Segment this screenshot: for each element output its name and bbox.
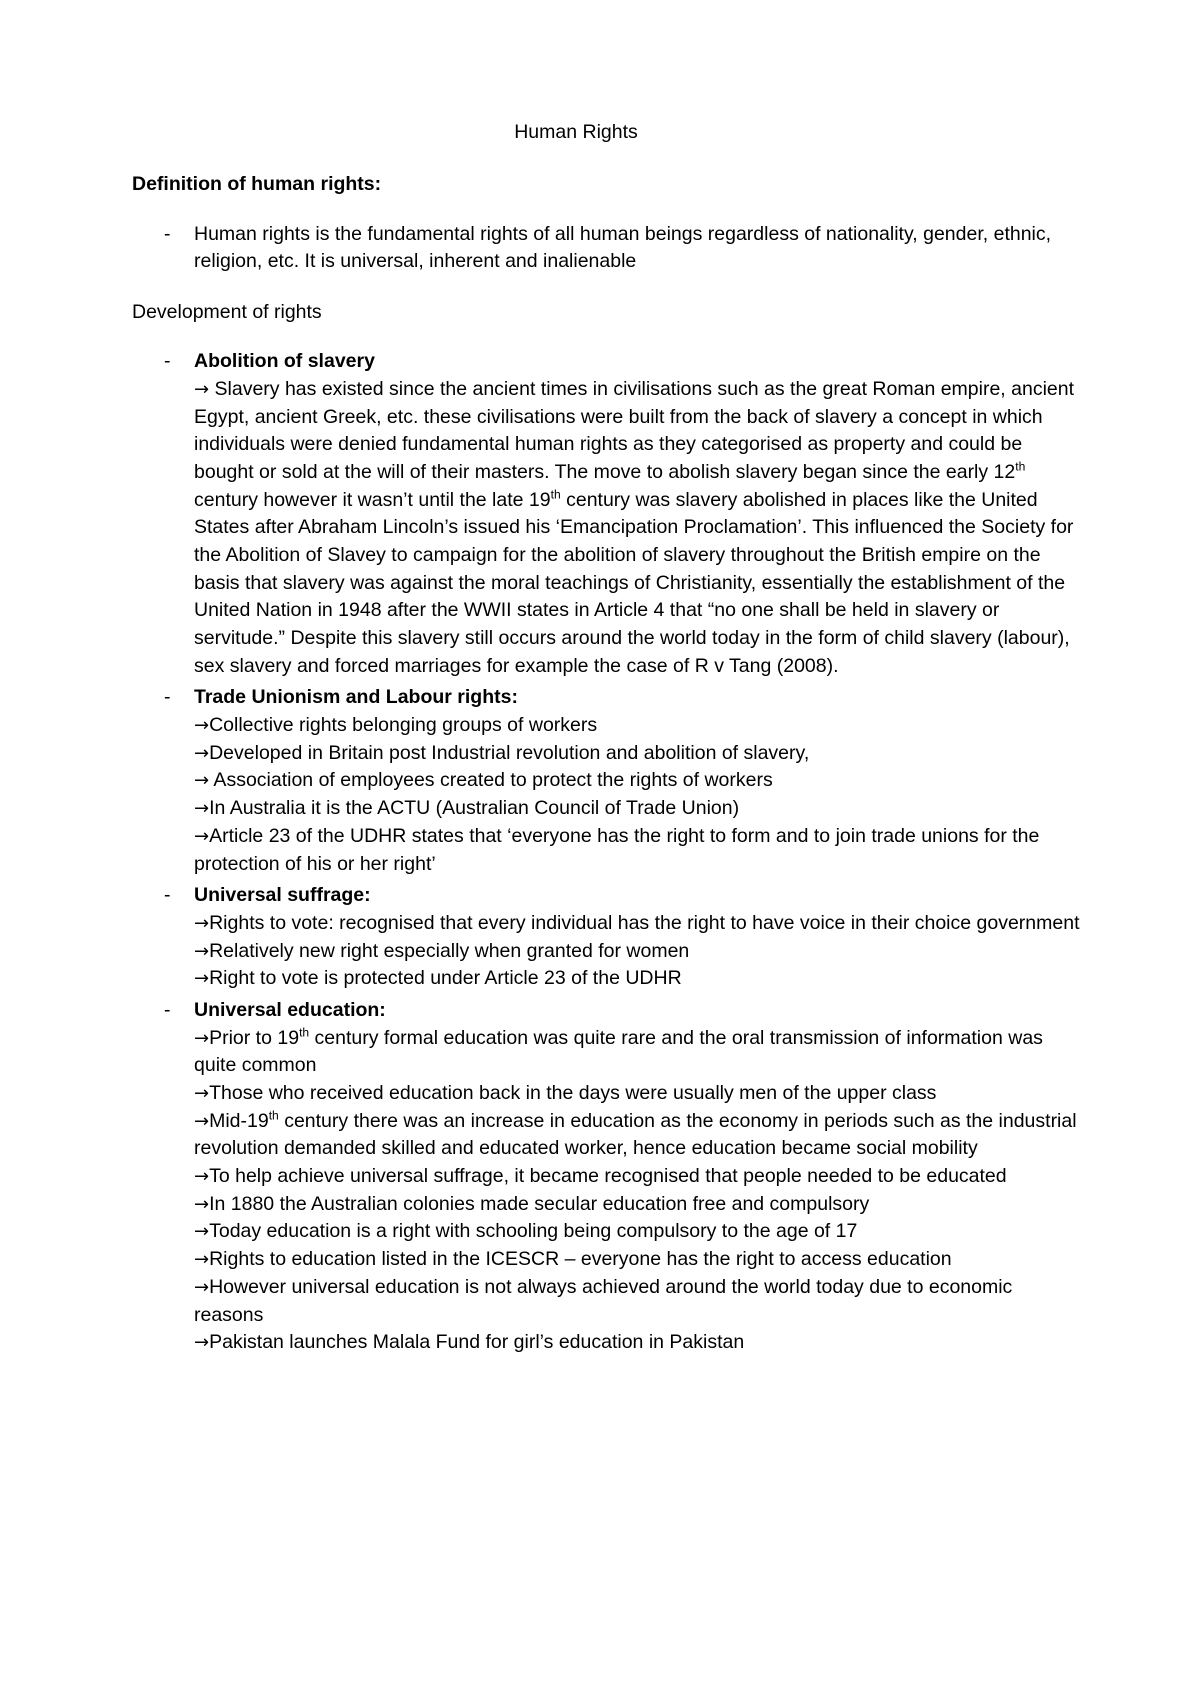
arrow-icon: → xyxy=(194,825,210,847)
bullet-dash: - xyxy=(164,884,171,907)
item-sub-line xyxy=(194,1191,1080,1219)
definition-list xyxy=(132,221,1080,276)
item-line: Prior to 19th century formal education was quite rare and the oral transmission of information was quite common xyxy=(194,1025,1043,1077)
bullet-dash: - xyxy=(164,222,171,245)
arrow-icon: → xyxy=(194,1027,210,1049)
item-line: Rights to vote: recognised that every individual has the right to have voice in their choice government xyxy=(209,911,1080,934)
item-line: Mid-19th century there was an increase in education as the economy in periods such as the industrial revolution demanded skilled and educated worker, hence education became social mobility xyxy=(194,1108,1077,1160)
item-sub-line xyxy=(194,1218,1080,1246)
list-item xyxy=(132,221,1080,276)
item-sub-line xyxy=(194,910,1080,938)
definition-heading: Definition of human rights: xyxy=(132,173,382,196)
arrow-icon: → xyxy=(194,1166,210,1188)
item-body xyxy=(194,378,1074,677)
arrow-icon: → xyxy=(194,1276,210,1298)
item-sub-line xyxy=(194,1108,1080,1163)
item-label: Universal suffrage: xyxy=(194,884,371,907)
page-title: Human Rights xyxy=(514,121,638,143)
item-sub-line xyxy=(194,1274,1080,1329)
item-line: Collective rights belonging groups of workers xyxy=(209,714,598,737)
item-sub-line xyxy=(194,1163,1080,1191)
development-list xyxy=(132,348,1080,1357)
item-line: Pakistan launches Malala Fund for girl’s education in Pakistan xyxy=(209,1331,745,1354)
arrow-icon: → xyxy=(194,1193,210,1215)
arrow-icon: → xyxy=(194,1332,210,1354)
arrow-icon: → xyxy=(194,1083,210,1105)
item-sub-line xyxy=(194,712,1080,740)
arrow-icon: → xyxy=(194,1110,210,1132)
list-item xyxy=(132,348,1080,680)
item-sub-line xyxy=(194,938,1080,966)
item-line: In 1880 the Australian colonies made secular education free and compulsory xyxy=(209,1192,870,1215)
arrow-icon: → xyxy=(194,378,210,400)
item-line: To help achieve universal suffrage, it became recognised that people needed to be educated xyxy=(209,1165,1007,1188)
item-line: However universal education is not always achieved around the world today due to economic reasons xyxy=(194,1275,1013,1326)
arrow-icon: → xyxy=(194,715,210,737)
item-sub-line xyxy=(194,795,1080,823)
item-label: Abolition of slavery xyxy=(194,350,375,373)
item-label: Universal education: xyxy=(194,998,386,1021)
item-sub-line xyxy=(194,823,1080,878)
item-sub-line xyxy=(194,740,1080,768)
arrow-icon: → xyxy=(194,968,210,990)
arrow-icon: → xyxy=(194,770,210,792)
bullet-dash: - xyxy=(164,350,171,373)
item-line: In Australia it is the ACTU (Australian Council of Trade Union) xyxy=(209,797,740,820)
arrow-icon: → xyxy=(194,798,210,820)
item-sub-line xyxy=(194,767,1080,795)
item-line: Slavery has existed since the ancient times in civilisations such as the great Roman empire, ancient Egypt, ancient Greek, etc. these civilisations were built from the back of slavery a concept in which individuals were denied fundamental human rights as they categorised as property and could be bought or sold at the will of their masters. The move to abolish slavery began since the early 12th century however it wasn’t until the late 19th century was slavery abolished in places like the United States after Abraham Lincoln’s issued his ‘Emancipation Proclamation’. This influenced the Society for the Abolition of Slavey to campaign for the abolition of slavery throughout the British empire on the basis that slavery was against the moral teachings of Christianity, essentially the establishment of the United Nation in 1948 after the WWII states in Article 4 that “no one shall be held in slavery or servitude.” Despite this slavery still occurs around the world today in the form of child slavery (labour), sex slavery and forced marriages for example the case of R v Tang (2008). xyxy=(194,377,1075,677)
list-item xyxy=(132,684,1080,878)
item-line: Those who received education back in the days were usually men of the upper class xyxy=(209,1082,937,1105)
item-label: Trade Unionism and Labour rights: xyxy=(194,686,518,709)
item-line: Article 23 of the UDHR states that ‘everyone has the right to form and to join trade unions for the protection of his or her right’ xyxy=(194,824,1040,875)
definition-text: Human rights is the fundamental rights of all human beings regardless of nationality, gender, ethnic, religion, etc. It is universal, inherent and inalienable xyxy=(194,222,1052,273)
item-line: Association of employees created to protect the rights of workers xyxy=(209,769,773,792)
arrow-icon: → xyxy=(194,1221,210,1243)
bullet-dash: - xyxy=(164,998,171,1021)
item-line: Relatively new right especially when granted for women xyxy=(209,939,690,962)
arrow-icon: → xyxy=(194,940,210,962)
item-line: Developed in Britain post Industrial revolution and abolition of slavery, xyxy=(209,741,810,764)
arrow-icon: → xyxy=(194,1249,210,1271)
arrow-icon: → xyxy=(194,912,210,934)
list-item xyxy=(132,882,1080,993)
arrow-icon: → xyxy=(194,742,210,764)
bullet-dash: - xyxy=(164,686,171,709)
item-sub-line xyxy=(194,965,1080,993)
item-sub-line xyxy=(194,1080,1080,1108)
item-line: Rights to education listed in the ICESCR – everyone has the right to access education xyxy=(209,1248,952,1271)
list-item xyxy=(132,997,1080,1357)
item-sub-line xyxy=(194,1246,1080,1274)
item-sub-line xyxy=(194,1025,1080,1080)
development-heading: Development of rights xyxy=(132,300,322,323)
item-line: Today education is a right with schooling being compulsory to the age of 17 xyxy=(209,1220,858,1243)
item-sub-line xyxy=(194,1329,1080,1357)
item-line: Right to vote is protected under Article 23 of the UDHR xyxy=(209,967,682,990)
